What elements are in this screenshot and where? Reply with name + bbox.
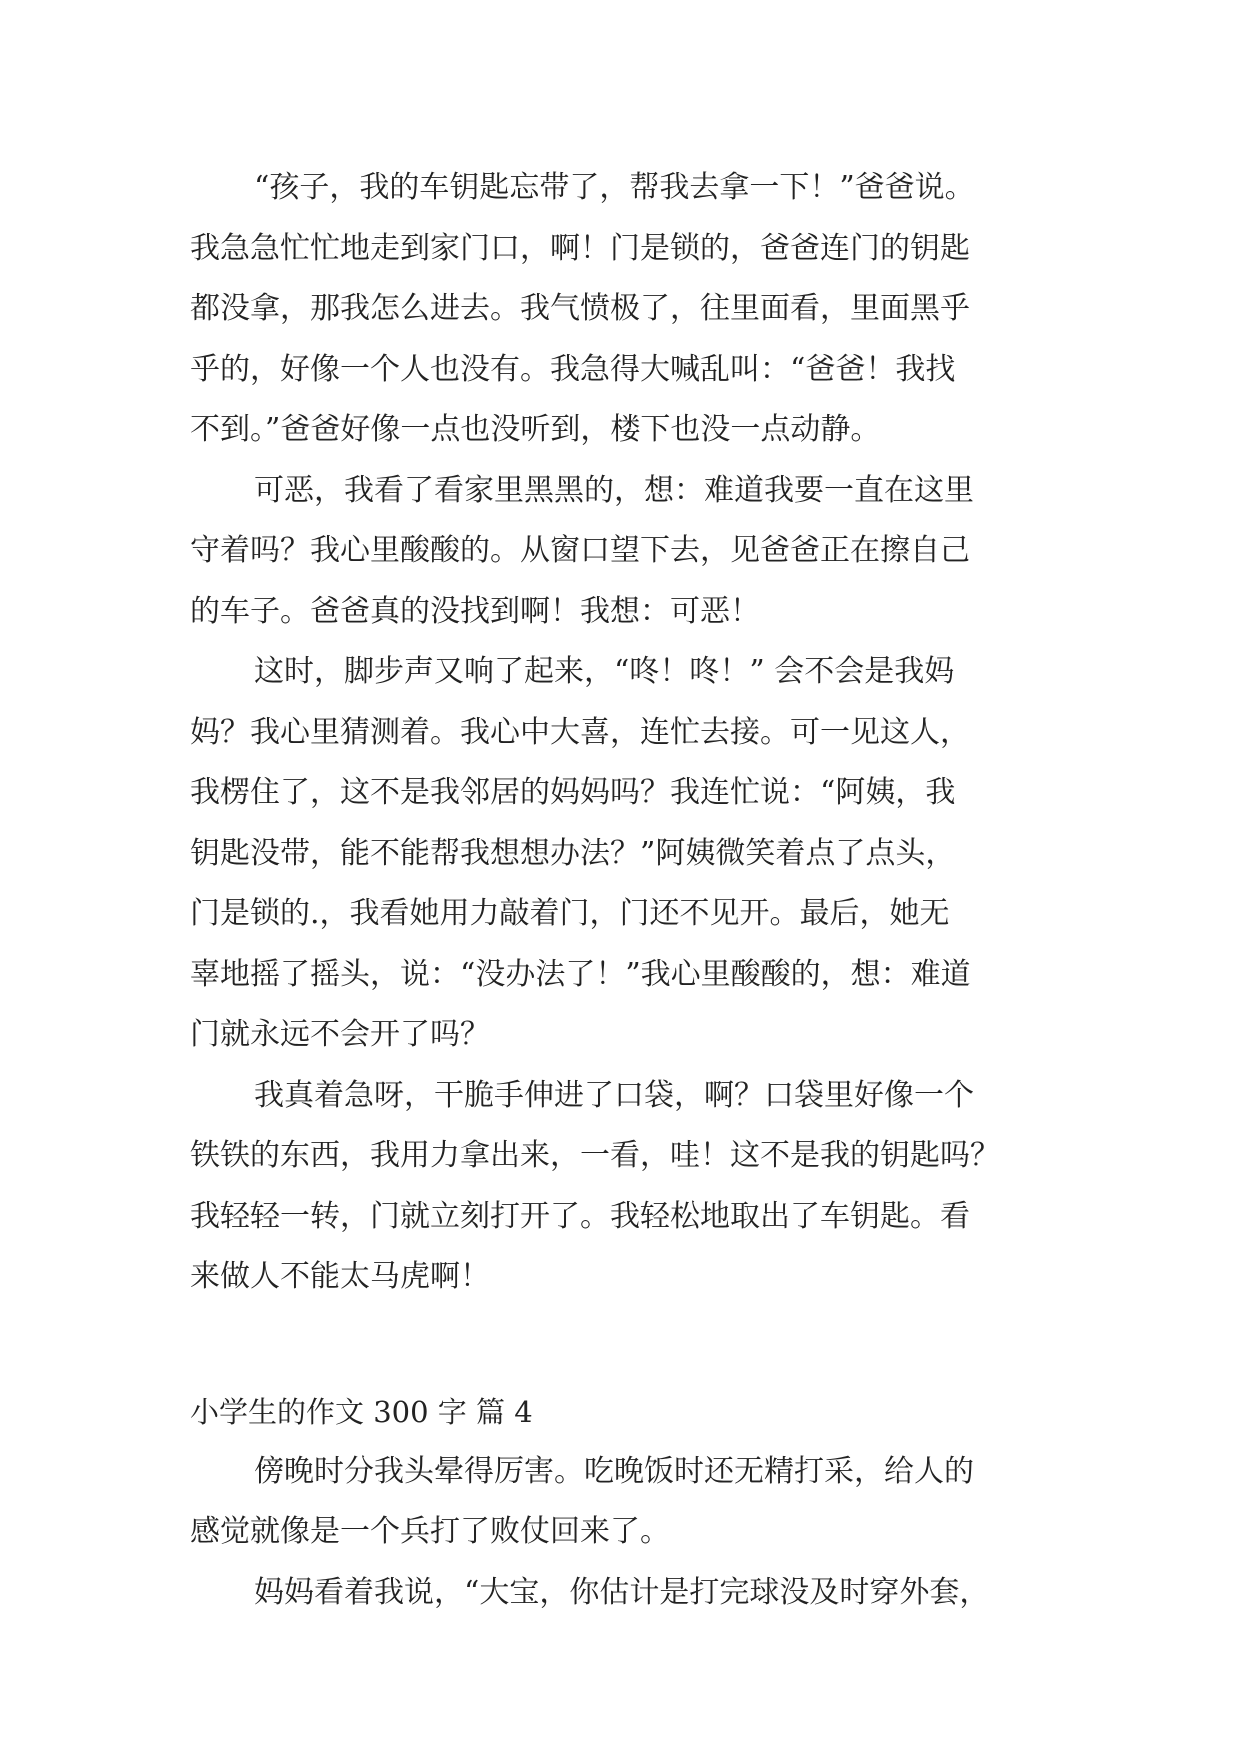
text-line: 的车子。爸爸真的没找到啊！我想：可恶！ <box>190 593 760 629</box>
text-line: 我真着急呀，干脆手伸进了口袋，啊？口袋里好像一个 <box>254 1077 974 1113</box>
text-line: 妈妈看着我说，“大宝，你估计是打完球没及时穿外套， <box>254 1574 990 1610</box>
text-line: 我轻轻一转，门就立刻打开了。我轻松地取出了车钥匙。看 <box>190 1198 970 1234</box>
section-heading: 小学生的作文 300 字 篇 4 <box>190 1394 533 1429</box>
text-line: 我楞住了，这不是我邻居的妈妈吗？我连忙说：“阿姨，我 <box>190 775 956 810</box>
text-line: 钥匙没带，能不能帮我想想办法？”阿姨微笑着点了点头， <box>190 835 956 871</box>
paragraph-5 <box>190 1442 1070 1563</box>
text-line: 守着吗？我心里酸酸的。从窗口望下去，见爸爸正在擦自己 <box>190 533 970 568</box>
paragraph-4 <box>190 1066 1070 1308</box>
text-line: 妈？我心里猜测着。我心中大喜，连忙去接。可一见这人， <box>190 714 970 750</box>
text-line: 辜地摇了摇头，说：“没办法了！”我心里酸酸的，想：难道 <box>190 956 971 992</box>
text-line: 不到。”爸爸好像一点也没听到，楼下也没一点动静。 <box>190 412 881 447</box>
text-line: 来做人不能太马虎啊！ <box>190 1259 490 1294</box>
text-line: 都没拿，那我怎么进去。我气愤极了，往里面看，里面黑乎 <box>190 291 970 326</box>
text-line: 我急急忙忙地走到家门口，啊！门是锁的，爸爸连门的钥匙 <box>190 230 970 266</box>
paragraph-1 <box>190 158 1070 461</box>
paragraph-2 <box>190 461 1070 643</box>
paragraph-6 <box>190 1563 1070 1624</box>
text-line: 铁铁的东西，我用力拿出来，一看，哇！这不是我的钥匙吗？ <box>190 1138 1000 1173</box>
text-line: 傍晚时分我头晕得厉害。吃晚饭时还无精打采，给人的 <box>254 1453 974 1489</box>
text-line: 门是锁的.，我看她用力敲着门，门还不见开。最后，她无 <box>190 896 950 931</box>
document-body <box>190 158 1070 1623</box>
section-gap <box>190 1308 1070 1382</box>
text-line: 乎的，好像一个人也没有。我急得大喊乱叫：“爸爸！我找 <box>190 351 956 387</box>
text-line: “孩子，我的车钥匙忘带了，帮我去拿一下！”爸爸说。 <box>254 170 975 205</box>
text-line: 可恶，我看了看家里黑黑的，想：难道我要一直在这里 <box>254 472 974 508</box>
text-line: 这时，脚步声又响了起来，“咚！咚！” 会不会是我妈 <box>254 654 955 689</box>
text-line: 感觉就像是一个兵打了败仗回来了。 <box>190 1514 670 1549</box>
paragraph-3 <box>190 642 1070 1066</box>
text-line: 门就永远不会开了吗？ <box>190 1017 490 1052</box>
